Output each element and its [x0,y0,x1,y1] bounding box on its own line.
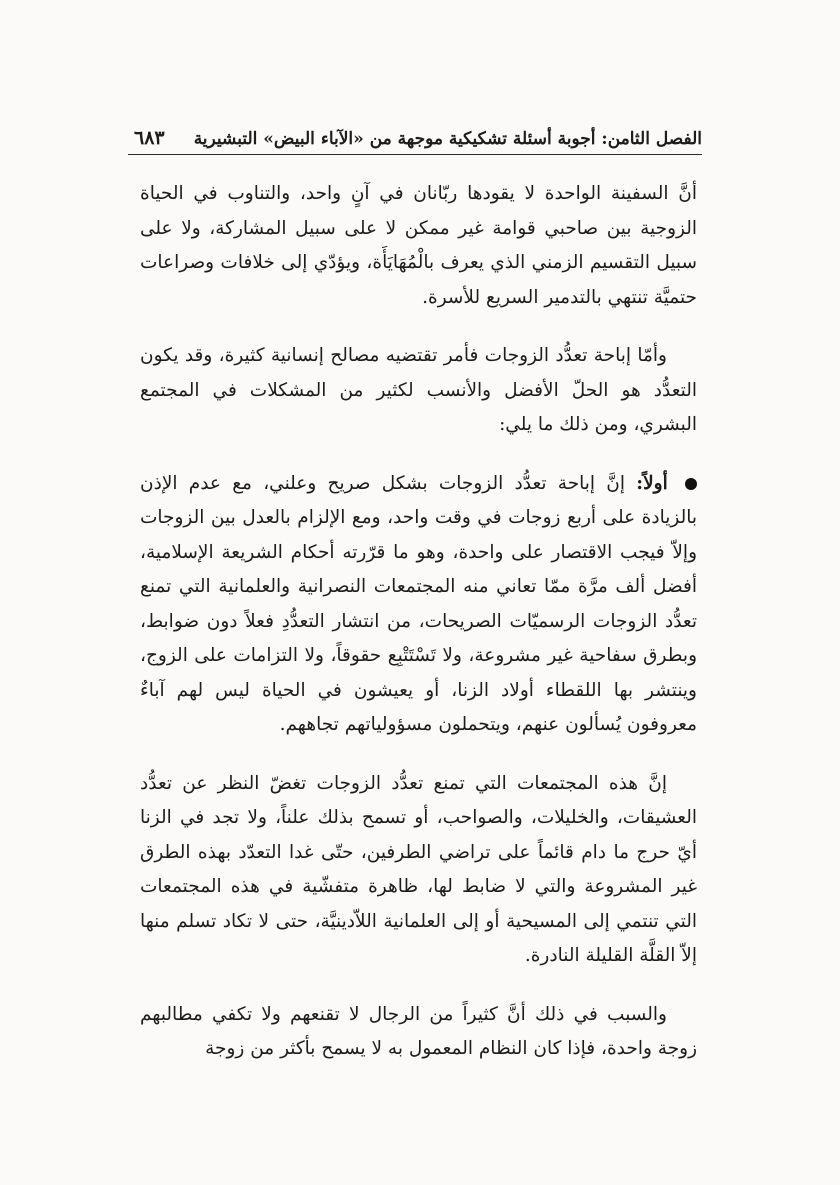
point-label: أولاً: [636,472,668,494]
bullet-icon [685,478,697,490]
paragraph: أنَّ السفينة الواحدة لا يقودها ربّانان في آنٍ واحد، والتناوب في الحياة الزوجية بين صاحبي قوامة غير ممكن لا على سبيل المشاركة، ولا على سبيل التقسيم الزمني الذي يعرف بالْمُهَايَأَة، ويؤدّي إلى خلافات وصراعات حتميَّة تنتهي بالتدمير السريع للأسرة. [140,183,697,308]
paragraph [140,467,697,743]
running-header [128,116,702,155]
body-text [140,177,697,1091]
page-number: ٦٨٣ [134,127,165,149]
chapter-title: الفصل الثامن: أجوبة أسئلة تشكيكية موجهة من «الآباء البيض» التبشيرية [193,129,702,149]
paragraph: وأمّا إباحة تعدُّد الزوجات فأمر تقتضيه مصالح إنسانية كثيرة، وقد يكون التعدُّد هو الحلّ الأفضل والأنسب لكثير من المشكلات في المجتمع البشري، ومن ذلك ما يلي: [140,345,697,435]
paragraph-text: إنَّ إباحة تعدُّد الزوجات بشكل صريح وعلني، مع عدم الإذن بالزيادة على أربع زوجات في وقت واحد، ومع الإلزام بالعدل بين الزوجات وإلاّ فيجب الاقتصار على واحدة، وهو ما قرّرته أحكام الشريعة الإسلامية، أفضل ألف مرَّة ممّا تعاني منه المجتمعات النصرانية والعلمانية التي تمنع تعدُّد الزوجات الرسميّات الصريحات، من انتشار التعدُّدِ فعلاً دون ضوابط، وبطرق سفاحية غير مشروعة، ولا تَسْتَتْبِع حقوقاً، ولا التزامات على الزوج، وينتشر بها اللقطاء أولاد الزنا، أو يعيشون في الحياة ليس لهم آباءٌ معروفون يُسألون عنهم، ويتحملون مسؤولياتهم تجاههم. [140,472,697,735]
paragraph: والسبب في ذلك أنَّ كثيراً من الرجال لا تقنعهم ولا تكفي مطالبهم زوجة واحدة، فإذا كان النظام المعمول به لا يسمح بأكثر من زوجة [140,1003,697,1059]
paragraph: إنَّ هذه المجتمعات التي تمنع تعدُّد الزوجات تغضّ النظر عن تعدُّد العشيقات، والخليلات، والصواحب، أو تسمح بذلك علناً، ولا تجد في الزنا أيّ حرج ما دام قائماً على تراضي الطرفين، حتّى غدا التعدّد بهذه الطرق غير المشروعة والتي لا ضابط لها، ظاهرة متفشّية في هذه المجتمعات التي تنتمي إلى المسيحية أو إلى العلمانية اللاّدينيَّة، حتى لا تكاد تسلم منها إلاّ القلَّة القليلة النادرة. [140,772,697,966]
